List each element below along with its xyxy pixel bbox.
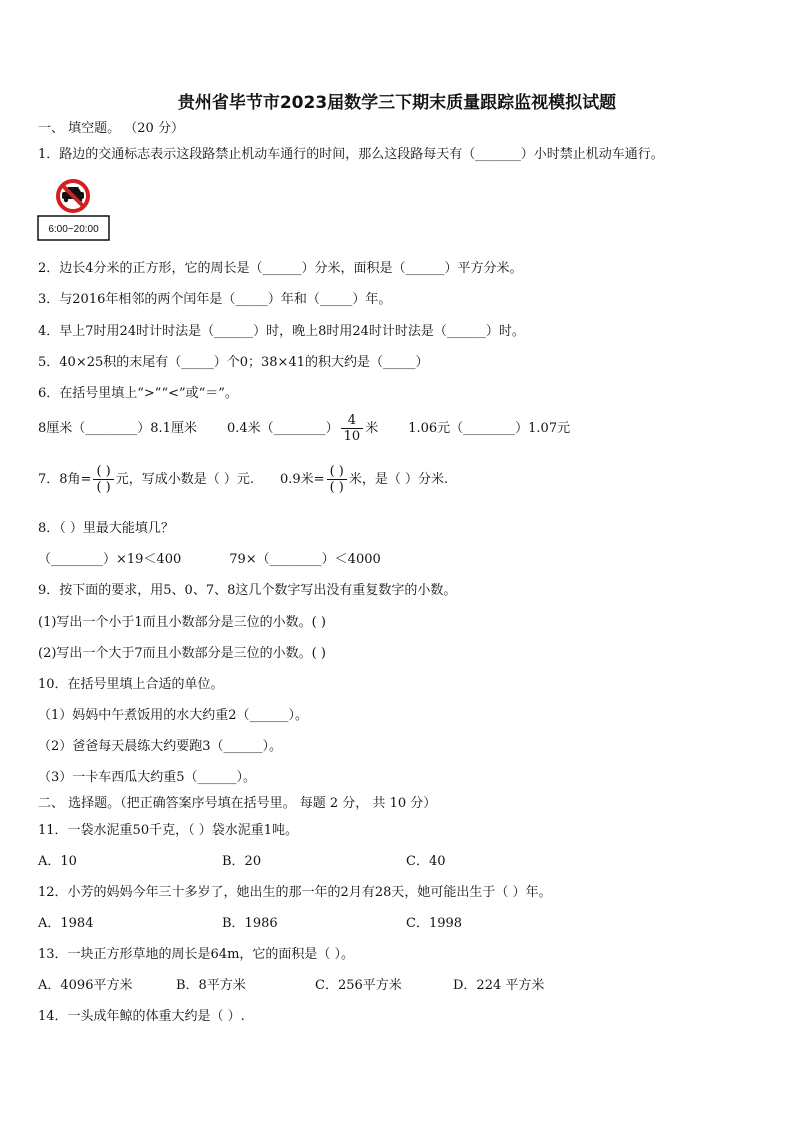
q7-fraction-2 (327, 464, 347, 495)
option-a: A．1984 (38, 916, 94, 931)
question-3: 3．与2016年相邻的两个闰年是（_____）年和（_____）年。 (38, 292, 392, 307)
question-2: 2．边长4分米的正方形，它的周长是（______）分米，面积是（______）平方分米。 (38, 261, 523, 276)
q8-item-a: （________）×19＜400 (38, 552, 182, 567)
fraction-numerator: ( ) (93, 464, 113, 480)
question-9-part-2: (2)写出一个大于7而且小数部分是三位的小数。( ) (38, 646, 326, 661)
question-6-comparisons (38, 410, 570, 448)
option-c: C．40 (406, 854, 446, 869)
q7-fraction-1 (93, 464, 113, 495)
question-12-options (38, 915, 462, 933)
question-8: 8．（ ）里最大能填几？ (38, 521, 174, 536)
question-9-part-1: (1)写出一个小于1而且小数部分是三位的小数。( ) (38, 615, 326, 630)
option-c: C．256平方米 (315, 978, 402, 993)
fraction-denominator: 10 (343, 429, 361, 444)
question-8-items (38, 551, 381, 569)
no-vehicles-sign (37, 178, 111, 242)
question-5: 5．40×25积的末尾有（_____）个0；38×41的积大约是（_____） (38, 355, 429, 370)
question-6: 6．在括号里填上“>”“<”或“＝”。 (38, 386, 238, 401)
question-12: 12．小芳的妈妈今年三十多岁了，她出生的那一年的2月有28天，她可能出生于（ ）年。 (38, 885, 552, 900)
question-11-options (38, 853, 446, 871)
option-a: A．10 (38, 854, 77, 869)
section-heading-fill-in: 一、 填空题。 （20 分） (38, 121, 184, 136)
question-7 (38, 460, 448, 500)
q7-part-3: 0.9米= (279, 472, 325, 487)
q8-item-b: 79×（________）＜4000 (229, 552, 381, 567)
question-14: 14．一头成年鲸的体重大约是（ ）. (38, 1009, 245, 1024)
question-1: 1．路边的交通标志表示这段路禁止机动车通行的时间，那么这段路每天有（_______）小时禁止机动车通行。 (38, 147, 664, 162)
question-4: 4．早上7时用24时计时法是（______）时，晚上8时用24时计时法是（______）时。 (38, 324, 525, 339)
option-a: A．4096平方米 (38, 978, 133, 993)
fraction-numerator: ( ) (327, 464, 347, 480)
question-13-options (38, 977, 544, 995)
question-9: 9．按下面的要求，用5、0、7、8这几个数字写出没有重复数字的小数。 (38, 583, 457, 598)
question-10-part-2: （2）爸爸每天晨练大约要跑3（______）。 (38, 739, 283, 754)
question-10: 10．在括号里填上合适的单位。 (38, 677, 224, 692)
page-title: 贵州省毕节市2023届数学三下期末质量跟踪监视模拟试题 (177, 93, 617, 113)
fraction-denominator: ( ) (329, 480, 344, 495)
option-d: D．224 平方米 (453, 978, 545, 993)
fraction-4-10 (341, 413, 364, 444)
question-10-part-1: （1）妈妈中午煮饭用的水大约重2（______）。 (38, 708, 309, 723)
option-b: B．20 (222, 854, 262, 869)
option-b: B．8平方米 (176, 978, 246, 993)
sign-time-label: 6:00~20:00 (48, 224, 99, 235)
q7-part-4: 米，是（ ）分米. (348, 472, 449, 487)
q6-part-4: 1.06元（________）1.07元 (408, 421, 571, 436)
section-heading-multiple-choice: 二、 选择题。（把正确答案序号填在括号里。 每题 2 分， 共 10 分） (38, 796, 437, 811)
option-c: C．1998 (406, 916, 463, 931)
q6-part-2: 0.4米（________） (226, 421, 339, 436)
q7-part-1: 7．8角= (38, 472, 92, 487)
q6-part-1: 8厘米（________）8.1厘米 (38, 421, 197, 436)
fraction-denominator: ( ) (96, 480, 111, 495)
fraction-numerator: 4 (341, 413, 364, 429)
no-motor-vehicle-icon (37, 178, 111, 242)
question-10-part-3: （3）一卡车西瓜大约重5（______）。 (38, 770, 257, 785)
question-13: 13．一块正方形草地的周长是64m，它的面积是（ ）。 (38, 947, 355, 962)
q6-part-3: 米 (365, 421, 379, 436)
q7-part-2: 元，写成小数是（ ）元. (115, 472, 254, 487)
option-b: B．1986 (222, 916, 278, 931)
question-11: 11．一袋水泥重50千克，（ ）袋水泥重1吨。 (38, 823, 298, 838)
